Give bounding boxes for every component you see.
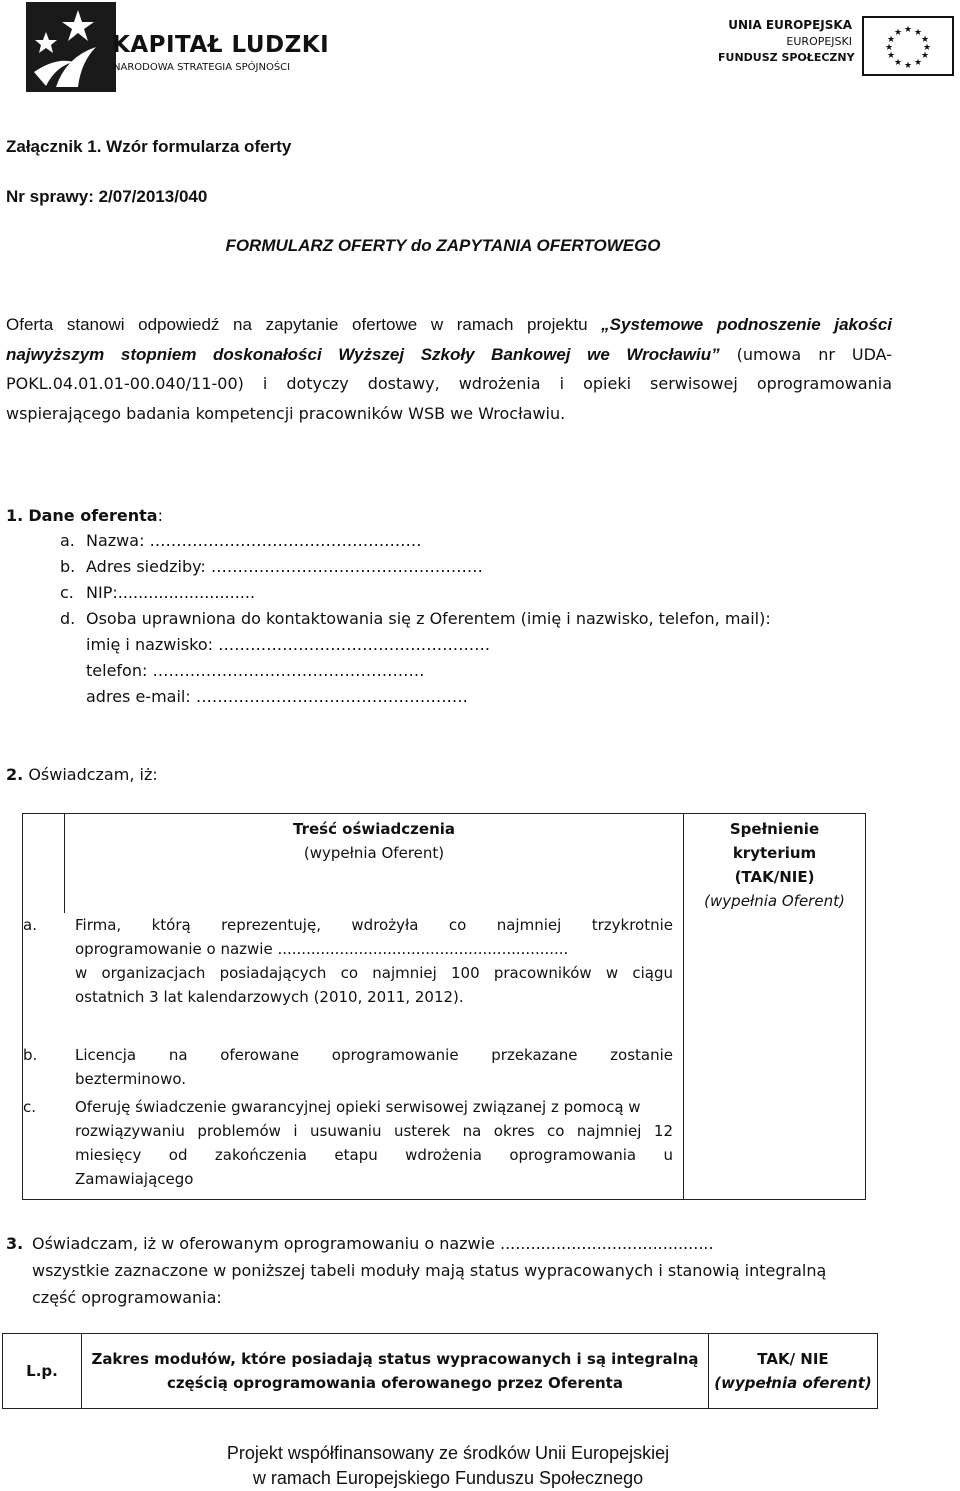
table-row: c. Oferuję świadczenie gwarancyjnej opieki serwisowej związanej z pomocą w rozwiązywaniu problemów i usuwaniu usterek na okres co najmniej 12 miesięcy od zakończenia etapu wdrożenia oprogramowania u Zamawiającego (23, 1095, 866, 1200)
table-row: b. Licencja na oferowane oprogramowanie przekazane zostanie bezterminowo. (23, 1043, 866, 1095)
criterion-answer-cell[interactable] (684, 1095, 866, 1200)
section-1-title: Dane oferenta (28, 506, 158, 525)
footer (0, 1441, 896, 1491)
svg-text:★: ★ (893, 58, 903, 68)
contact-email-line: adres e-mail: …………………………………………… (86, 687, 468, 706)
lp-header: L.p. (3, 1334, 82, 1408)
section-2-title: Oświadczam, iż: (28, 765, 158, 784)
criterion-answer-cell[interactable] (684, 913, 866, 1043)
kapital-ludzki-logo (26, 2, 330, 92)
criterion-col-sub: (wypełnia Oferent) (704, 892, 845, 910)
criterion-answer-cell[interactable] (684, 1043, 866, 1095)
modules-table (2, 1333, 878, 1409)
svg-text:★: ★ (913, 58, 923, 68)
svg-text:★: ★ (886, 35, 896, 45)
list-item: b. Adres siedziby: …………………………………………… (60, 557, 483, 576)
eu-logo-line3: FUNDUSZ SPOŁECZNY (718, 51, 855, 64)
section-1-number: 1. (6, 506, 24, 525)
criterion-col-header-3: (TAK/NIE) (734, 868, 815, 886)
section-3-line2: wszystkie zaznaczone w poniższej tabeli moduły mają status wypracowanych i stanowią integralną (32, 1261, 827, 1280)
kapital-ludzki-emblem-icon (26, 2, 116, 92)
intro-text-end: (umowa nr UDA-POKL.04.01.01-00.040/11-00) i dotyczy dostawy, wdrożenia i opieki serwisowej oprogramowania wspierającego badania kompetencji pracowników WSB we Wrocławiu. (6, 344, 892, 423)
intro-text-start: Oferta stanowi odpowiedź na zapytanie ofertowe w ramach projektu (6, 315, 602, 334)
form-title: FORMULARZ OFERTY do ZAPYTANIA OFERTOWEGO (225, 236, 661, 255)
svg-text:★: ★ (893, 28, 903, 38)
kapital-ludzki-name: KAPITAŁ LUDZKI (112, 32, 330, 58)
list-item: c. NIP:........................... (60, 583, 256, 602)
section-3-number: 3. (6, 1234, 24, 1253)
table-row: a. Firma, którą reprezentuję, wdrożyła co najmniej trzykrotnie oprogramowanie o nazwie ............................................................. w organizacjach posiadających co najmniej 100 pracowników w ciągu ostatnich 3 lat kalendarzowych (2010, 2011, 2012). (23, 913, 866, 1043)
svg-text:★: ★ (903, 61, 913, 71)
criterion-header (684, 814, 866, 914)
eu-logo-line1: UNIA EUROPEJSKA (728, 18, 852, 32)
annex-title: Załącznik 1. Wzór formularza oferty (6, 137, 292, 156)
modules-scope-header: Zakres modułów, które posiadają status wypracowanych i są integralną częścią oprogramowania oferowanego przez Oferenta (82, 1334, 709, 1408)
project-name: „Systemowe podnoszenie jakości najwyższym stopniem doskonałości Wyższej Szkoły Bankowej we Wrocławiu” (6, 315, 892, 364)
svg-text:★: ★ (903, 25, 913, 35)
section-3 (6, 1230, 894, 1311)
list-item: a. Nazwa: …………………………………………… (60, 531, 422, 550)
contact-phone-line: telefon: …………………………………………… (86, 661, 425, 680)
case-number: Nr sprawy: 2/07/2013/040 (6, 187, 208, 206)
eu-flag-icon (862, 16, 954, 76)
section-1-list (60, 528, 771, 710)
svg-text:★: ★ (886, 51, 896, 61)
svg-text:★: ★ (922, 43, 932, 53)
criterion-col-header-2: kryterium (732, 844, 817, 862)
statement-table (22, 813, 866, 1200)
contact-name-line: imię i nazwisko: …………………………………………… (86, 635, 491, 654)
list-item: d. Osoba uprawniona do kontaktowania się z Oferentem (imię i nazwisko, telefon, mail): (60, 609, 771, 628)
section-3-line3: część oprogramowania: (32, 1288, 222, 1307)
eu-logo-line2: EUROPEJSKI (786, 35, 852, 48)
section-3-line1: Oświadczam, iż w oferowanym oprogramowaniu o nazwie .......................................... (32, 1234, 714, 1253)
svg-text:★: ★ (884, 43, 894, 53)
section-1-heading: 1. Dane oferenta: (6, 506, 163, 525)
intro-paragraph (6, 310, 892, 428)
eu-logo (718, 16, 958, 90)
kapital-ludzki-subtitle: NARODOWA STRATEGIA SPÓJNOŚCI (113, 62, 291, 73)
criterion-col-header-1: Spełnienie (729, 820, 820, 838)
tak-nie-header: TAK/ NIE (wypełnia oferent) (714, 1350, 872, 1392)
svg-text:★: ★ (913, 28, 923, 38)
statement-table-corner (23, 814, 65, 914)
section-2-heading (6, 762, 158, 788)
svg-text:★: ★ (920, 51, 930, 61)
statement-header (65, 814, 684, 914)
section-2-number: 2. (6, 765, 24, 784)
statement-col-header: Treść oświadczenia (292, 820, 456, 838)
footer-line1: Projekt współfinansowany ze środków Unii Europejskiej (226, 1443, 670, 1463)
statement-col-sub: (wypełnia Oferent) (303, 844, 445, 862)
footer-line2: w ramach Europejskiego Funduszu Społecznego (252, 1468, 644, 1488)
svg-text:★: ★ (920, 35, 930, 45)
